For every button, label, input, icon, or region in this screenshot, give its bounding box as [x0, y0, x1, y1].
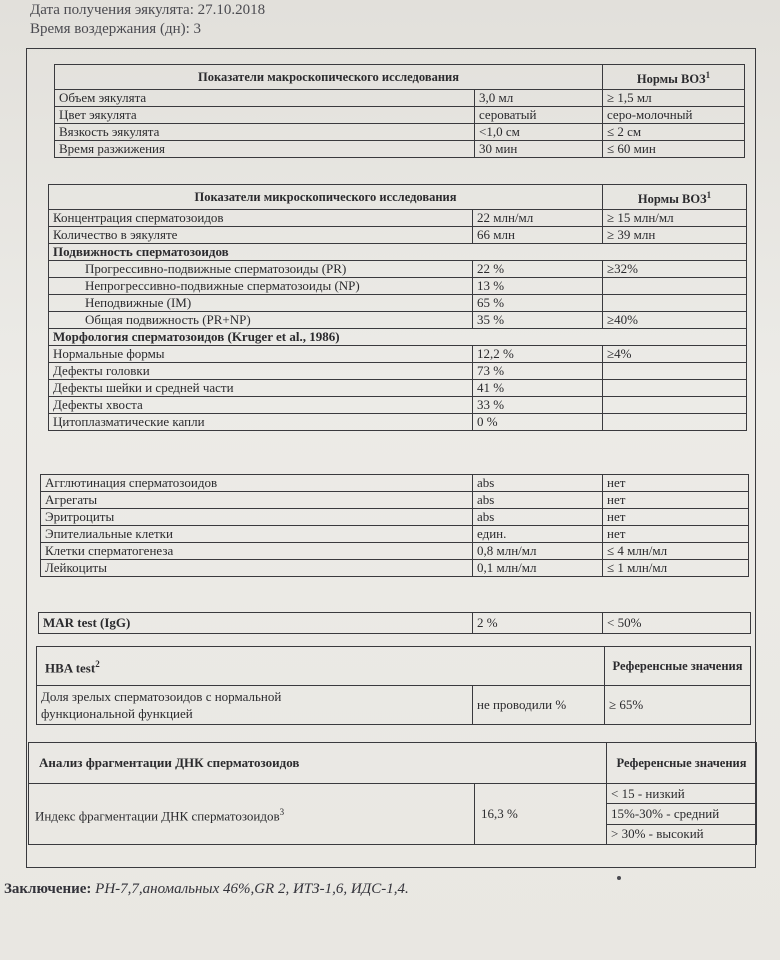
table-row: Прогрессивно-подвижные сперматозоиды (PR) 22 % ≥32%	[49, 261, 747, 278]
table-row: Вязкость эякулята <1,0 см ≤ 2 см	[55, 124, 745, 141]
micro-norms-header: Нормы ВОЗ$^1$	[603, 185, 747, 210]
mar-value: 2 %	[473, 613, 603, 634]
conclusion-text: PH-7,7,аномальных 46%,GR 2, ИТЗ-1,6, ИДС-1,4.	[91, 881, 409, 897]
abstinence-time: Время воздержания (дн): 3	[30, 21, 202, 37]
mar-norm: < 50%	[603, 613, 751, 634]
table-row: Клетки сперматогенеза 0,8 млн/мл ≤ 4 млн/мл	[41, 543, 749, 560]
table-row	[37, 686, 751, 725]
ink-dot	[617, 876, 621, 880]
dna-row-label: Индекс фрагментации ДНК сперматозоидов$^3$	[29, 784, 475, 845]
macro-table	[54, 64, 745, 158]
mar-table	[38, 612, 751, 634]
conclusion	[4, 881, 409, 898]
hba-norm: ≥ 65%	[605, 686, 751, 725]
macro-norms-header: Нормы ВОЗ$^1$	[603, 65, 745, 90]
table-row: Неподвижные (IM) 65 %	[49, 295, 747, 312]
dna-ref-low: < 15 - низкий	[607, 784, 757, 804]
table-row: Агрегаты abs нет	[41, 492, 749, 509]
table-row: Дефекты хвоста 33 %	[49, 397, 747, 414]
dna-ref-header: Референсные значения	[607, 743, 757, 784]
table-row: Цитоплазматические капли 0 %	[49, 414, 747, 431]
table-row: Концентрация сперматозоидов 22 млн/мл ≥ 15 млн/мл	[49, 210, 747, 227]
dna-ref-mid: 15%-30% - средний	[607, 804, 757, 824]
table-row: Количество в эякуляте 66 млн ≥ 39 млн	[49, 227, 747, 244]
table-row: Дефекты головки 73 %	[49, 363, 747, 380]
table-row: Дефекты шейки и средней части 41 %	[49, 380, 747, 397]
dna-value: 16,3 %	[475, 784, 607, 845]
received-date: Дата получения эякулята: 27.10.2018	[30, 2, 266, 18]
cells-table	[40, 474, 749, 577]
dna-table	[28, 742, 757, 845]
table-row: Цвет эякулята сероватый серо-молочный	[55, 107, 745, 124]
dna-title: Анализ фрагментации ДНК сперматозоидов	[29, 743, 607, 784]
table-row: Агглютинация сперматозоидов abs нет	[41, 475, 749, 492]
table-row	[39, 613, 751, 634]
table-row: Лейкоциты 0,1 млн/мл ≤ 1 млн/мл	[41, 560, 749, 577]
macro-title: Показатели макроскопического исследования	[55, 65, 603, 90]
table-row: Непрогрессивно-подвижные сперматозоиды (NP) 13 %	[49, 278, 747, 295]
mar-label: MAR test (IgG)	[39, 613, 473, 634]
hba-value: не проводили %	[473, 686, 605, 725]
conclusion-label: Заключение:	[4, 881, 92, 897]
table-row: Общая подвижность (PR+NP) 35 % ≥40%	[49, 312, 747, 329]
micro-table	[48, 184, 747, 431]
motility-title: Подвижность сперматозоидов	[49, 244, 747, 261]
table-row: Эпителиальные клетки един. нет	[41, 526, 749, 543]
hba-table	[36, 646, 751, 725]
dna-ref-high: > 30% - высокий	[607, 824, 757, 844]
hba-row-label-1: Доля зрелых сперматозоидов с нормальной	[41, 689, 282, 704]
table-row: Эритроциты abs нет	[41, 509, 749, 526]
morphology-title: Морфология сперматозоидов (Kruger et al., 1986)	[49, 329, 747, 346]
table-row	[29, 784, 757, 804]
hba-title: HBA test$^2$	[37, 647, 605, 686]
table-row: Объем эякулята 3,0 мл ≥ 1,5 мл	[55, 90, 745, 107]
micro-title: Показатели микроскопического исследования	[49, 185, 603, 210]
table-row: Нормальные формы 12,2 % ≥4%	[49, 346, 747, 363]
table-row: Время разжижения 30 мин ≤ 60 мин	[55, 141, 745, 158]
hba-row-label-2: функциональной функцией	[41, 706, 193, 721]
hba-ref-header: Референсные значения	[605, 647, 751, 686]
